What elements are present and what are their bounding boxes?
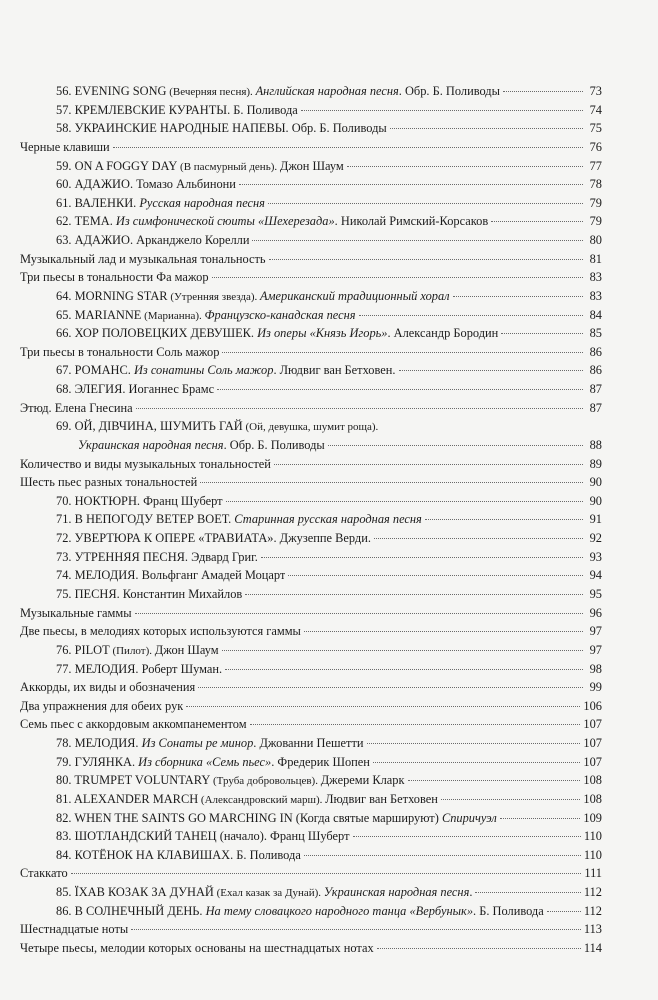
page-number: 94 bbox=[589, 568, 602, 583]
toc-entry[interactable] bbox=[56, 119, 602, 137]
toc-title bbox=[20, 678, 195, 696]
toc-number: 83. bbox=[56, 829, 75, 844]
toc-title bbox=[56, 380, 214, 398]
dot-leader bbox=[274, 464, 583, 465]
toc-title-part: Четыре пьесы, мелодии которых основаны на шестнадцатых нотах bbox=[20, 940, 374, 955]
page-number: 91 bbox=[589, 512, 602, 527]
toc-section[interactable] bbox=[20, 864, 602, 882]
toc-title-part: Музыкальные гаммы bbox=[20, 605, 132, 620]
page-number: 108 bbox=[583, 791, 602, 806]
toc-title-part: Шестнадцатые ноты bbox=[20, 922, 129, 937]
toc-section[interactable] bbox=[20, 473, 602, 491]
page-number: 81 bbox=[589, 251, 602, 266]
toc-section[interactable] bbox=[20, 343, 602, 361]
toc-title-part: . Фредерик Шопен bbox=[271, 754, 370, 769]
dot-leader bbox=[547, 911, 581, 912]
toc-title-part: Этюд. Елена Гнесина bbox=[20, 400, 133, 415]
toc-title bbox=[56, 809, 497, 827]
toc-number: 68. bbox=[56, 382, 75, 397]
page-number: 85 bbox=[589, 326, 602, 341]
toc-section[interactable] bbox=[20, 455, 602, 473]
toc-title-part: Джон Шаум bbox=[154, 642, 219, 657]
page-number: 87 bbox=[589, 382, 602, 397]
toc-title-part: Количество и виды музыкальных тональностей bbox=[20, 456, 271, 471]
toc-title-part: Французско-канадская песня bbox=[204, 307, 356, 322]
toc-title bbox=[20, 343, 219, 361]
toc-title bbox=[20, 939, 374, 957]
dot-leader bbox=[250, 724, 581, 725]
toc-title bbox=[56, 287, 450, 306]
toc-title bbox=[56, 529, 371, 547]
toc-title bbox=[56, 175, 236, 193]
dot-leader bbox=[113, 147, 583, 148]
toc-title-part: ЇХАВ КОЗАК ЗА ДУНАЙ bbox=[74, 885, 214, 900]
toc-entry[interactable] bbox=[56, 436, 602, 454]
toc-section[interactable] bbox=[20, 250, 602, 268]
page-number: 107 bbox=[583, 736, 602, 751]
toc-title-part: Украинская народная песня bbox=[323, 885, 470, 900]
toc-title-part: Черные клавиши bbox=[20, 139, 110, 154]
toc-number: 86. bbox=[56, 903, 75, 918]
page-number: 95 bbox=[589, 587, 602, 601]
toc-entry[interactable] bbox=[56, 566, 602, 584]
toc-entry[interactable] bbox=[56, 157, 602, 175]
toc-title-part: . Николай Римский-Корсаков bbox=[334, 214, 489, 229]
toc-title-part: ТЕМА. bbox=[74, 214, 116, 229]
page-number: 98 bbox=[589, 661, 602, 676]
dot-leader bbox=[491, 221, 583, 222]
toc-title bbox=[56, 660, 222, 678]
toc-title bbox=[20, 138, 110, 156]
toc-title-part: MARIANNE bbox=[74, 307, 142, 322]
toc-number: 74. bbox=[56, 568, 75, 583]
page-number: 83 bbox=[589, 288, 602, 303]
toc-entry[interactable] bbox=[56, 101, 602, 119]
page-number: 75 bbox=[589, 121, 602, 136]
page-number: 107 bbox=[583, 717, 602, 732]
toc-entry[interactable] bbox=[56, 734, 602, 752]
toc-title-part: (Ой, девушка, шумит роща). bbox=[242, 421, 379, 434]
page-number: 90 bbox=[589, 475, 602, 490]
toc-section[interactable] bbox=[20, 622, 602, 640]
toc-title bbox=[56, 734, 364, 752]
dot-leader bbox=[503, 91, 583, 92]
toc-title bbox=[56, 492, 223, 510]
toc-title-part: Спиричуэл bbox=[441, 810, 497, 825]
toc-title bbox=[20, 455, 271, 473]
toc-title-part: Три пьесы в тональности Фа мажор bbox=[20, 270, 209, 285]
toc-title-part: КОТЁНОК НА КЛАВИШАХ. Б. Поливода bbox=[74, 847, 301, 862]
toc-number: 82. bbox=[56, 810, 75, 825]
toc-title-part: . bbox=[469, 885, 473, 900]
toc-title-part: EVENING SONG bbox=[74, 84, 167, 98]
toc-title bbox=[56, 324, 498, 342]
page-number: 86 bbox=[589, 363, 602, 378]
toc-title-part: . Обр. Б. Поливоды bbox=[223, 437, 325, 452]
page-number: 77 bbox=[589, 158, 602, 173]
dot-leader bbox=[390, 128, 583, 129]
toc-section[interactable] bbox=[20, 604, 602, 622]
toc-title-part: (Александровский марш). bbox=[198, 793, 326, 806]
toc-title-part: НОКТЮРН. Франц Шуберт bbox=[74, 493, 223, 508]
toc-title-part: Американский традиционный хорал bbox=[260, 288, 450, 303]
toc-title bbox=[56, 119, 387, 137]
toc-title-part: В СОЛНЕЧНЫЙ ДЕНЬ. bbox=[74, 903, 206, 918]
toc-title-part: Из оперы «Князь Игорь» bbox=[257, 326, 388, 341]
toc-title-part: Шесть пьес разных тональностей bbox=[20, 475, 198, 490]
toc-title-part: . Александр Бородин bbox=[387, 326, 499, 341]
toc-number: 69. bbox=[56, 419, 75, 434]
toc-title bbox=[20, 622, 301, 640]
page-number: 99 bbox=[589, 680, 602, 695]
toc-number: 70. bbox=[56, 493, 75, 508]
dot-leader bbox=[217, 389, 583, 390]
dot-leader bbox=[225, 669, 583, 670]
toc-title-part: УКРАИНСКИЕ НАРОДНЫЕ НАПЕВЫ. Обр. Б. Поливоды bbox=[74, 121, 387, 136]
page-number: 109 bbox=[583, 810, 602, 825]
toc-number: 65. bbox=[56, 307, 75, 322]
dot-leader bbox=[453, 296, 583, 297]
toc-number: 76. bbox=[56, 642, 75, 657]
toc-entry[interactable] bbox=[56, 175, 602, 193]
toc-title-part: (Пилот). bbox=[109, 644, 155, 657]
toc-title-part: WHEN THE SAINTS GO MARCHING IN (Когда святые маршируют) bbox=[74, 810, 442, 825]
toc-number: 63. bbox=[56, 233, 75, 248]
toc-title bbox=[56, 361, 396, 379]
toc-entry[interactable] bbox=[56, 492, 602, 510]
toc-section[interactable] bbox=[20, 268, 602, 286]
dot-leader bbox=[347, 166, 583, 167]
toc-entry[interactable] bbox=[56, 641, 602, 659]
toc-title-part: (Утренняя звезда). bbox=[167, 290, 261, 303]
dot-leader bbox=[304, 855, 581, 856]
toc-title bbox=[56, 846, 301, 864]
toc-number: 85. bbox=[56, 885, 75, 900]
dot-leader bbox=[301, 110, 583, 111]
toc-title-part: ГУЛЯНКА. bbox=[74, 754, 139, 769]
toc-title-part: Музыкальный лад и музыкальная тональность bbox=[20, 251, 266, 266]
page-number: 112 bbox=[583, 885, 602, 900]
toc-title-part: РОМАНС. bbox=[74, 363, 134, 378]
toc-entry[interactable] bbox=[56, 287, 602, 305]
dot-leader bbox=[373, 762, 580, 763]
dot-leader bbox=[135, 613, 583, 614]
toc-title-part: УТРЕННЯЯ ПЕСНЯ. Эдвард Григ. bbox=[74, 549, 258, 564]
toc-title-part: На тему словацкого народного танца «Вербунык» bbox=[205, 903, 474, 918]
toc-number: 77. bbox=[56, 661, 75, 676]
toc-title bbox=[20, 920, 128, 938]
toc-title-part: (Ехал казак за Дунай). bbox=[213, 887, 324, 900]
toc-title bbox=[20, 473, 197, 491]
toc-entry[interactable] bbox=[56, 324, 602, 342]
page-number: 89 bbox=[589, 456, 602, 471]
toc-title-part: (Труба добровольцев). bbox=[210, 775, 321, 788]
toc-title-part: Украинская народная песня bbox=[78, 437, 224, 452]
toc-section[interactable] bbox=[20, 920, 602, 938]
dot-leader bbox=[239, 184, 583, 185]
dot-leader bbox=[374, 538, 583, 539]
page-number: 86 bbox=[589, 344, 602, 359]
dot-leader bbox=[252, 240, 583, 241]
page-number: 106 bbox=[583, 698, 602, 713]
dot-leader bbox=[136, 408, 583, 409]
toc-entry[interactable] bbox=[56, 753, 602, 771]
dot-leader bbox=[222, 650, 583, 651]
page-number: 84 bbox=[589, 307, 602, 322]
toc-entry[interactable] bbox=[56, 660, 602, 678]
toc-title bbox=[56, 306, 356, 325]
toc-number: 80. bbox=[56, 773, 75, 788]
toc-title bbox=[56, 231, 249, 249]
toc-title-part: ХОР ПОЛОВЕЦКИХ ДЕВУШЕК. bbox=[74, 326, 258, 341]
toc-entry[interactable] bbox=[56, 212, 602, 230]
toc-entry[interactable] bbox=[56, 883, 602, 901]
toc-number: 75. bbox=[56, 587, 75, 601]
toc-title-part: В НЕПОГОДУ ВЕТЕР ВОЕТ. bbox=[74, 512, 235, 527]
toc-title bbox=[56, 902, 544, 920]
toc-section[interactable] bbox=[20, 939, 602, 957]
page-number: 73 bbox=[589, 84, 602, 98]
toc-title-part: АДАЖИО. Арканджело Корелли bbox=[74, 233, 250, 248]
toc-entry[interactable] bbox=[56, 510, 602, 528]
toc-title bbox=[56, 82, 500, 101]
toc-title-part: Джон Шаум bbox=[279, 158, 344, 173]
toc-section[interactable] bbox=[20, 138, 602, 156]
toc-title-part: Из сборника «Семь пьес» bbox=[138, 754, 272, 769]
page-number: 96 bbox=[589, 605, 602, 620]
toc-section[interactable] bbox=[20, 715, 602, 733]
page-number: 110 bbox=[583, 829, 602, 844]
toc-entry[interactable] bbox=[56, 82, 602, 100]
toc-number: 84. bbox=[56, 847, 75, 862]
toc-title-part: Семь пьес с аккордовым аккомпанементом bbox=[20, 717, 247, 732]
toc-title-part: МЕЛОДИЯ. bbox=[74, 736, 142, 751]
toc-title-part: TRUMPET VOLUNTARY bbox=[74, 773, 211, 788]
dot-leader bbox=[288, 575, 583, 576]
toc-entry[interactable] bbox=[56, 902, 602, 920]
dot-leader bbox=[268, 203, 583, 204]
toc-number: 62. bbox=[56, 214, 75, 229]
toc-title-part: ON A FOGGY DAY bbox=[74, 158, 178, 173]
page-number: 79 bbox=[589, 214, 602, 229]
toc-title-part: ЭЛЕГИЯ. Иоганнес Брамс bbox=[74, 382, 215, 397]
toc-title-part: Аккорды, их виды и обозначения bbox=[20, 680, 196, 695]
dot-leader bbox=[353, 836, 581, 837]
toc-title-part: . Людвиг ван Бетховен. bbox=[273, 363, 396, 378]
dot-leader bbox=[200, 482, 583, 483]
toc-entry[interactable] bbox=[56, 231, 602, 249]
toc-title bbox=[56, 827, 350, 845]
page-number: 113 bbox=[583, 922, 602, 937]
page-number: 111 bbox=[584, 866, 602, 881]
dot-leader bbox=[261, 557, 583, 558]
toc-title bbox=[56, 585, 242, 603]
toc-title bbox=[56, 510, 422, 528]
page-number: 79 bbox=[589, 195, 602, 210]
toc-title-part: Три пьесы в тональности Соль мажор bbox=[20, 344, 220, 359]
page-number: 97 bbox=[589, 624, 602, 639]
toc-entry[interactable] bbox=[56, 306, 602, 324]
toc-title bbox=[20, 697, 183, 715]
page-number: 76 bbox=[589, 139, 602, 154]
toc-title-part: ШОТЛАНДСКИЙ ТАНЕЦ (начало). Франц Шуберт bbox=[74, 829, 350, 844]
toc-title-part: Русская народная песня bbox=[139, 195, 265, 210]
dot-leader bbox=[304, 631, 583, 632]
toc-title-part: ALEXANDER MARCH bbox=[73, 791, 199, 806]
dot-leader bbox=[269, 259, 583, 260]
toc-entry[interactable] bbox=[56, 790, 602, 808]
page-number: 87 bbox=[589, 400, 602, 415]
toc-number: 66. bbox=[56, 326, 75, 341]
toc-title bbox=[20, 250, 266, 268]
toc-title bbox=[56, 417, 378, 436]
dot-leader bbox=[328, 445, 583, 446]
toc-title-part: (В пасмурный день). bbox=[177, 160, 280, 173]
toc-title bbox=[20, 864, 68, 882]
toc-title-part: Два упражнения для обеих рук bbox=[20, 698, 184, 713]
toc-title bbox=[56, 157, 344, 176]
toc-entry[interactable] bbox=[56, 827, 602, 845]
toc-title bbox=[20, 715, 247, 733]
toc-title-part: Две пьесы, в мелодиях которых используются гаммы bbox=[20, 624, 301, 639]
toc-title bbox=[56, 101, 298, 119]
page-number: 90 bbox=[589, 493, 602, 508]
toc-title bbox=[56, 212, 488, 230]
toc-number: 78. bbox=[56, 736, 75, 751]
dot-leader bbox=[425, 519, 583, 520]
toc-title-part: УВЕРТЮРА К ОПЕРЕ «ТРАВИАТА». Джузеппе Верди. bbox=[74, 531, 371, 546]
page-number: 83 bbox=[589, 270, 602, 285]
dot-leader bbox=[475, 892, 580, 893]
toc-title-part: MORNING STAR bbox=[74, 288, 168, 303]
toc-entry[interactable] bbox=[56, 194, 602, 212]
toc-number: 59. bbox=[56, 158, 75, 173]
toc-title-part: (Марианна). bbox=[141, 309, 205, 322]
dot-leader bbox=[245, 594, 583, 595]
toc-entry[interactable] bbox=[56, 846, 602, 864]
toc-title bbox=[56, 883, 472, 902]
toc-title-part: . Обр. Б. Поливоды bbox=[398, 84, 500, 98]
page-number: 93 bbox=[589, 549, 602, 564]
dot-leader bbox=[222, 352, 583, 353]
toc-title-part: ПЕСНЯ. Константин Михайлов bbox=[74, 587, 243, 601]
dot-leader bbox=[399, 370, 583, 371]
toc-entry[interactable] bbox=[56, 771, 602, 789]
page-number: 80 bbox=[589, 233, 602, 248]
dot-leader bbox=[359, 315, 583, 316]
toc-number: 73. bbox=[56, 549, 75, 564]
dot-leader bbox=[501, 333, 583, 334]
dot-leader bbox=[212, 277, 583, 278]
toc-number: 58. bbox=[56, 121, 75, 136]
toc-title bbox=[56, 641, 219, 660]
toc-title-part: Из симфонической сюиты «Шехерезада» bbox=[115, 214, 335, 229]
toc-title-part: . Джованни Пешетти bbox=[253, 736, 364, 751]
dot-leader bbox=[226, 501, 583, 502]
toc-title-part: Английская народная песня bbox=[255, 84, 399, 98]
toc-entry[interactable] bbox=[56, 585, 602, 603]
toc-title-part: PILOT bbox=[74, 642, 110, 657]
dot-leader bbox=[500, 818, 581, 819]
dot-leader bbox=[71, 873, 582, 874]
toc-title-part: . Б. Поливода bbox=[473, 903, 544, 918]
toc-entry[interactable] bbox=[56, 361, 602, 379]
toc-entry[interactable] bbox=[56, 548, 602, 566]
toc-title bbox=[56, 194, 265, 212]
page-number: 114 bbox=[583, 940, 602, 955]
page-number: 88 bbox=[589, 437, 602, 452]
toc-number: 72. bbox=[56, 531, 75, 546]
toc-title bbox=[56, 548, 258, 566]
toc-title-part: Людвиг ван Бетховен bbox=[325, 791, 438, 806]
toc-title bbox=[20, 268, 209, 286]
dot-leader bbox=[377, 948, 581, 949]
toc-title-part: (Вечерняя песня). bbox=[166, 86, 256, 98]
page-number: 97 bbox=[589, 642, 602, 657]
toc-number: 71. bbox=[56, 512, 75, 527]
dot-leader bbox=[186, 706, 580, 707]
page-number: 78 bbox=[589, 177, 602, 192]
toc-title bbox=[56, 753, 370, 771]
toc-title-part: МЕЛОДИЯ. Роберт Шуман. bbox=[74, 661, 223, 676]
toc-entry[interactable] bbox=[56, 809, 602, 827]
toc-title-part: ВАЛЕНКИ. bbox=[74, 195, 140, 210]
toc-title-part: Старинная русская народная песня bbox=[234, 512, 422, 527]
toc-title bbox=[56, 566, 285, 584]
toc-section[interactable] bbox=[20, 678, 602, 696]
dot-leader bbox=[131, 929, 581, 930]
toc-title-part: Стаккато bbox=[20, 866, 68, 881]
toc-number: 64. bbox=[56, 288, 75, 303]
toc-title-part: Джереми Кларк bbox=[320, 773, 405, 788]
page-number: 112 bbox=[583, 903, 602, 918]
toc-title-part: Из Сонаты ре минор bbox=[141, 736, 254, 751]
page-number: 107 bbox=[583, 754, 602, 769]
toc-title bbox=[20, 399, 133, 417]
toc-title bbox=[56, 436, 325, 454]
toc-section[interactable] bbox=[20, 399, 602, 417]
toc-entry[interactable] bbox=[56, 529, 602, 547]
dot-leader bbox=[367, 743, 581, 744]
toc-title-part: ОЙ, ДІВЧИНА, ШУМИТЬ ГАЙ bbox=[74, 419, 243, 434]
toc-number: 57. bbox=[56, 102, 75, 117]
dot-leader bbox=[198, 687, 583, 688]
dot-leader bbox=[408, 780, 581, 781]
toc-title-part: Из сонатины Соль мажор bbox=[133, 363, 274, 378]
toc-title-part: КРЕМЛЕВСКИЕ КУРАНТЫ. Б. Поливода bbox=[74, 102, 298, 117]
toc-number: 81. bbox=[56, 791, 74, 806]
dot-leader bbox=[441, 799, 580, 800]
toc-entry[interactable] bbox=[56, 380, 602, 398]
page-number: 92 bbox=[589, 531, 602, 546]
toc-title-part: МЕЛОДИЯ. Вольфганг Амадей Моцарт bbox=[74, 568, 286, 583]
toc-number: 60. bbox=[56, 177, 75, 192]
toc-number: 67. bbox=[56, 363, 75, 378]
toc-title bbox=[56, 790, 438, 809]
toc-number: 61. bbox=[56, 195, 75, 210]
toc-title bbox=[56, 771, 405, 790]
page-number: 110 bbox=[583, 847, 602, 862]
toc-number: 56. bbox=[56, 84, 75, 98]
toc-number: 79. bbox=[56, 754, 75, 769]
page-number: 108 bbox=[583, 773, 602, 788]
page-number: 74 bbox=[589, 102, 602, 117]
toc-section[interactable] bbox=[20, 697, 602, 715]
toc-title bbox=[20, 604, 132, 622]
toc-title-part: АДАЖИО. Томазо Альбинони bbox=[74, 177, 236, 192]
toc-entry[interactable] bbox=[56, 417, 602, 435]
